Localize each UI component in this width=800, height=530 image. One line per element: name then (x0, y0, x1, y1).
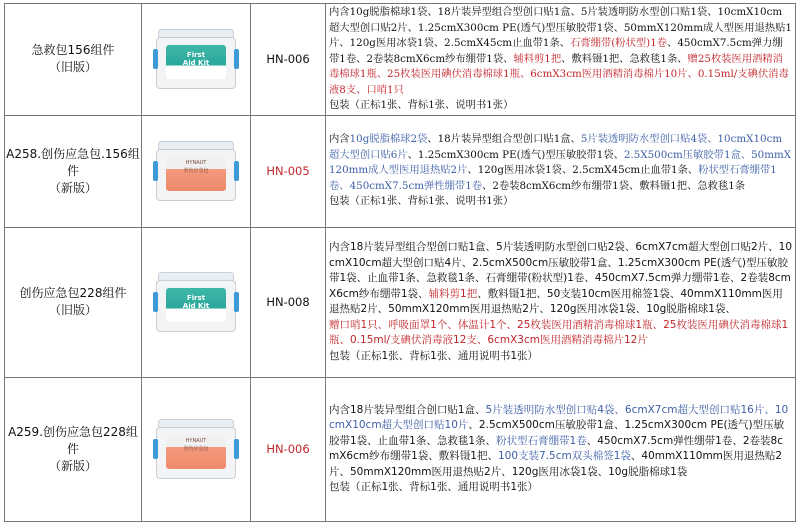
contents-text: 、40mmX110mm医用退热贴2片、50mmX120mm医用退热贴2片、120g医用冰袋1袋、10g脱脂棉球1袋 (329, 450, 783, 478)
contents-text: 、120g医用冰袋1袋、2.5cmX45cm止血带1条、 (467, 164, 699, 177)
box-handle (153, 49, 158, 69)
contents-text: 包装（正标1张、背标1张、通用说明书1张） (329, 481, 539, 493)
product-contents (326, 377, 796, 521)
box-label-text (166, 51, 226, 67)
first-aid-box-image (156, 272, 236, 332)
product-version: （旧版） (48, 60, 97, 75)
contents-text: 包装（正标1张、背标1张、说明书1张） (329, 99, 514, 111)
highlight-blue-text: 5片装透明防水型创口贴4袋、6cmX7cm超大型创口贴16片、10cmX10cm超大型创口贴10片 (329, 403, 789, 431)
highlight-red-text: 辅料剪1把 (513, 52, 562, 65)
highlight-red-text: 石膏绷带(粉状型)1卷 (570, 37, 668, 49)
highlight-blue-text: 粉状型石膏绷带1卷 (496, 434, 587, 447)
contents-text: 、2.5cmX500cm压敏胶带1盒、1.25cmX300cm PE(透气)型压敏胶带1袋、止血带1条、急救毯1条、 (329, 419, 785, 447)
box-label-line: First (186, 51, 206, 60)
first-aid-box-image (156, 419, 236, 479)
product-code: HN-006 (251, 4, 326, 116)
product-name: 急救包156组件 (31, 43, 115, 58)
highlight-red-text: 辅料剪1把 (428, 287, 478, 300)
table-row (5, 377, 796, 521)
product-image-cell (142, 4, 251, 116)
product-name-cell (5, 115, 142, 227)
box-label-line: 创伤应急包 (183, 168, 209, 174)
product-name: 创伤应急包228组件 (19, 286, 127, 300)
box-label-text (166, 159, 226, 175)
highlight-blue-text: 粉状型石膏绷带1卷、450cmX7.5cm弹性绷带1卷 (329, 164, 777, 192)
product-contents (326, 115, 796, 227)
box-label-line: HYNAUT (185, 160, 207, 166)
product-image-cell (142, 115, 251, 227)
highlight-blue-text: 100支装7.5cm双头棉签1袋 (497, 450, 631, 462)
product-code: HN-005 (251, 115, 326, 227)
box-label-line: Aid Kit (182, 302, 210, 310)
product-table (4, 3, 796, 522)
table-row (5, 4, 796, 116)
contents-text: 内含18片装异型组合型创口贴1盒、5片装透明防水型创口贴2袋、6cmX7cm超大型创口贴2片、10cmX10cm超大型创口贴4片、2.5cmX500cm压敏胶带1盒、1.25cmX300cm PE(透气)型压敏胶带1袋、止血带1条、急救毯1条、石膏绷带(粉状型)1卷、450cmX7.5cm弹力绷带1卷、2卷装8cmX6cm纱布绷带1袋、 (329, 241, 792, 300)
box-handle (234, 161, 239, 181)
first-aid-box-image (156, 29, 236, 89)
highlight-blue-text: 5片装透明防水型创口贴4袋、10cmX10cm超大型创口贴6片 (329, 133, 783, 161)
contents-text: 内含18片装异型组合创口贴1盒、 (329, 403, 486, 416)
contents-text: 、2卷装8cmX6cm纱布绷带1袋、敷料镊1把、急救毯1条 (482, 179, 746, 192)
contents-text: 、450cmX7.5cm弹力绷带1卷、2卷装8cmX6cm纱布绷带1袋、 (329, 37, 783, 65)
product-version: （旧版） (48, 303, 97, 317)
contents-text: 、450cmX7.5cm弹性绷带1卷、2卷装8cmX6cm纱布绷带1袋、敷料镊1把、 (329, 434, 783, 462)
box-label-line: Aid Kit (182, 59, 210, 68)
highlight-blue-text: 2.5X500cm压敏胶带1盒、50mmX120mm成人型医用退热贴2片 (329, 148, 792, 177)
product-code: HN-006 (251, 377, 326, 521)
product-version: （新版） (48, 458, 97, 473)
box-handle (234, 439, 239, 459)
contents-text: 、1.25cmX300cm PE(透气)型压敏胶带1袋、 (407, 148, 624, 161)
highlight-blue-text: 10g脱脂棉球2袋 (349, 133, 428, 146)
box-handle (153, 292, 158, 312)
highlight-red-text: 赠25枚装医用酒精消毒棉球1瓶、25枚装医用碘伏消毒棉球1瓶、6cmX3cm医用酒精消毒棉片10片、0.15ml/支碘伏消毒液8支、口哨1只 (329, 52, 789, 96)
product-image-cell (142, 227, 251, 377)
box-label-text (166, 437, 226, 453)
product-name-cell (5, 4, 142, 116)
table-row (5, 115, 796, 227)
product-version: （新版） (48, 180, 97, 195)
product-name: A259.创伤应急包228组件 (8, 424, 138, 456)
contents-text: 内含 (329, 133, 350, 146)
contents-text: 内含10g脱脂棉球1袋、18片装异型组合型创口贴1盒、5片装透明防水型创口贴1袋、10cmX10cm超大型创口贴2片、1.25cmX300cm PE(透气)型压敏胶带1袋、50mmX120mm成人型医用退热贴1片、120g医用冰袋1袋、2.5cmX45cm止血带1条、 (329, 6, 792, 49)
product-name-cell (5, 377, 142, 521)
box-label-text (166, 294, 226, 310)
contents-text: 包装（正标1张、背标1张、通用说明书1张） (329, 349, 539, 362)
product-name-cell (5, 227, 142, 377)
product-code: HN-008 (251, 227, 326, 377)
first-aid-box-image (156, 141, 236, 201)
box-label (166, 288, 226, 322)
box-label (166, 157, 226, 191)
contents-text: 、敷料镊1把、急救毯1条、 (561, 52, 688, 65)
box-label-line: HYNAUT (185, 438, 207, 444)
box-label (166, 45, 226, 79)
box-label-line: 创伤应急包 (183, 446, 209, 452)
box-handle (153, 439, 158, 459)
highlight-red-text: 赠口哨1只、呼吸面罩1个、体温计1个、25枚装医用酒精消毒棉球1瓶、25枚装医用碘伏消毒棉球1瓶、0.15ml/支碘伏消毒液12支、6cmX3cm医用酒精消毒棉片12片 (329, 318, 789, 346)
box-label-line: First (186, 294, 206, 302)
product-table-body (5, 4, 796, 522)
product-name: A258.创伤应急包.156组件 (6, 146, 140, 178)
contents-text: 、敷料镊1把、50支装10cm医用棉签1袋、40mmX110mm医用退热贴2片、50mmX120mm医用退热贴2片、120g医用冰袋1袋、10g脱脂棉球1袋、 (329, 287, 783, 315)
table-row (5, 227, 796, 377)
product-contents (326, 4, 796, 116)
box-handle (153, 161, 158, 181)
box-label (166, 435, 226, 469)
contents-text: 包装（正标1张、背标1张、说明书1张） (329, 195, 514, 208)
product-contents (326, 227, 796, 377)
contents-text: 、18片装异型组合型创口贴1盒、 (427, 133, 581, 146)
box-handle (234, 292, 239, 312)
box-handle (234, 49, 239, 69)
product-image-cell (142, 377, 251, 521)
